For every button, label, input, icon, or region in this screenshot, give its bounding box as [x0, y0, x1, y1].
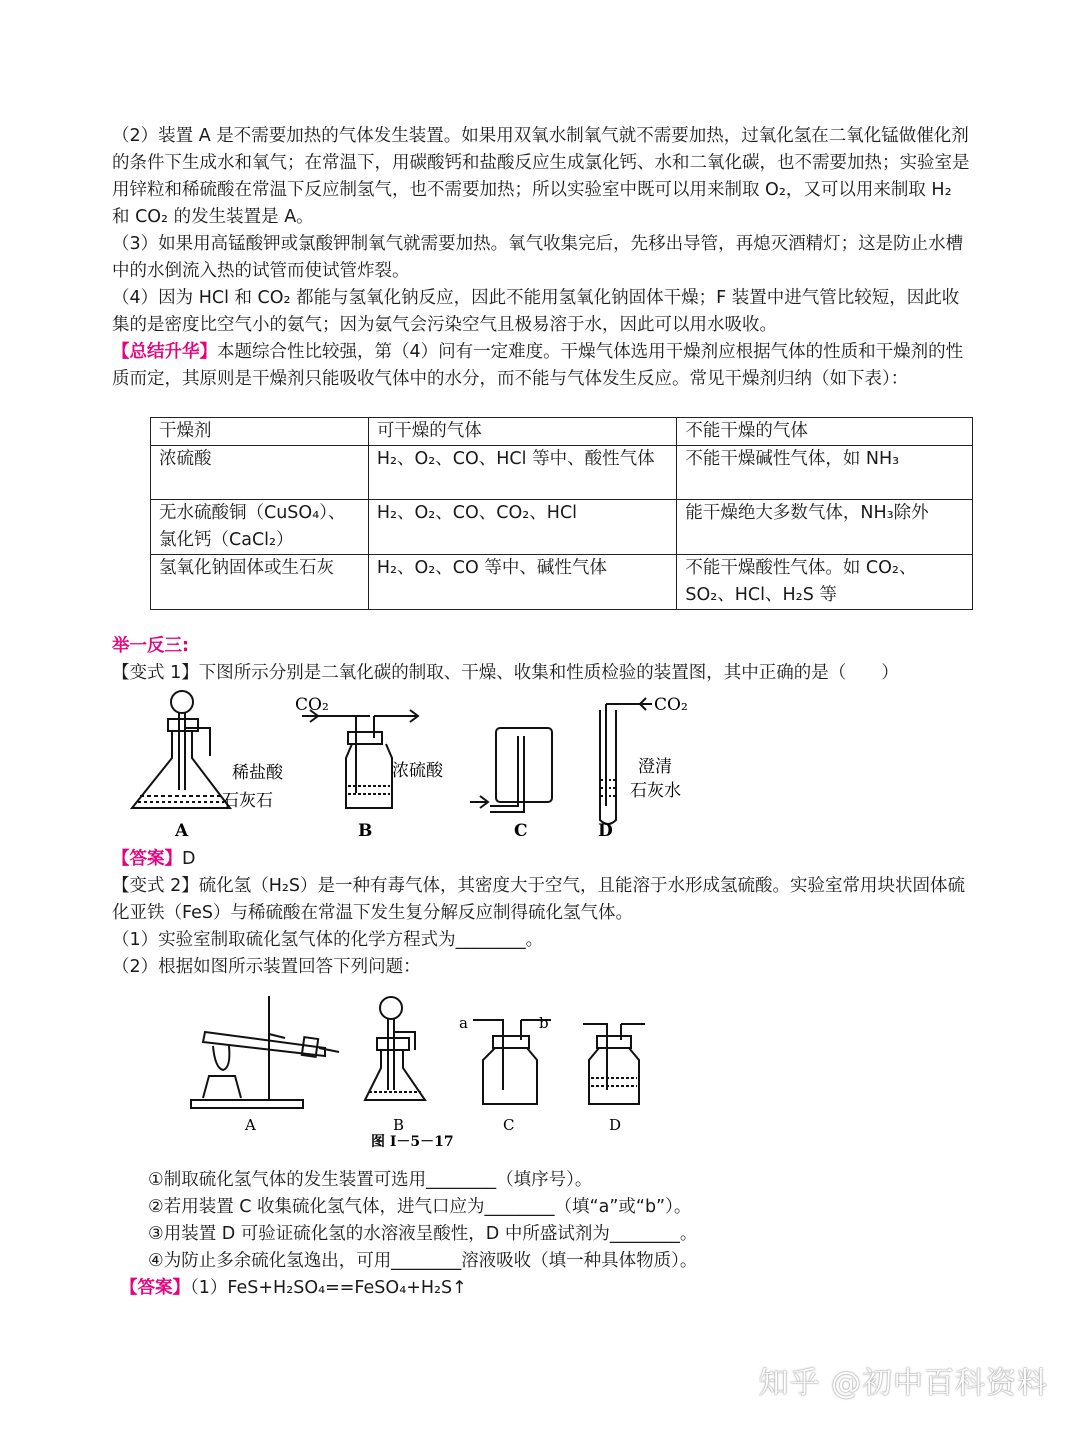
variant-1-question: 【变式 1】下图所示分别是二氧化碳的制取、干燥、收集和性质检验的装置图，其中正确的是（ ） [112, 663, 899, 683]
answer-1: 【答案】D [112, 849, 196, 869]
fig2-letter-c: C [503, 1116, 515, 1134]
fig1-co2-b: CO₂ [295, 695, 329, 715]
sub-question-2: ②若用装置 C 收集硫化氢气体，进气口应为________（填“a”或“b”）。 [148, 1197, 692, 1217]
table-cell: H₂、O₂、CO 等中、碱性气体 [368, 555, 677, 610]
table-cell: H₂、O₂、CO、HCl 等中、酸性气体 [368, 446, 677, 500]
fig2-letter-b: B [393, 1116, 405, 1134]
table-row [151, 446, 973, 500]
sub-question-3: ③用装置 D 可验证硫化氢的水溶液呈酸性，D 中所盛试剂为________。 [148, 1224, 698, 1244]
table-cell: 浓硫酸 [151, 446, 369, 500]
summary-paragraph [112, 339, 972, 393]
table-cell: 不能干燥酸性气体。如 CO₂、SO₂、HCl、H₂S 等 [677, 555, 973, 610]
h2s-apparatus-figure [185, 990, 665, 1150]
question-2: （2）根据如图所示装置回答下列问题： [112, 957, 421, 977]
fig1-label-limewater-2: 石灰水 [630, 781, 681, 801]
table-cell: H₂、O₂、CO、CO₂、HCl [368, 500, 677, 555]
answer-2: 【答案】（1）FeS+H₂SO₄==FeSO₄+H₂S↑ [120, 1278, 467, 1298]
fig1-label-limewater-1: 澄清 [638, 757, 672, 777]
fig1-letter-b: B [358, 821, 373, 841]
summary-text: 本题综合性比较强，第（4）问有一定难度。干燥气体选用干燥剂应根据气体的性质和干燥剂的性质而定，其原则是干燥剂只能吸收气体中的水分，而不能与气体发生反应。常见干燥剂归纳（如下表）： [112, 342, 964, 389]
fig1-co2-d: CO₂ [654, 695, 688, 715]
table-cell: 能干燥绝大多数气体，NH₃除外 [677, 500, 973, 555]
fig1-letter-a: A [175, 821, 189, 841]
co2-apparatus-figure [120, 688, 720, 843]
sub-question-1: ①制取硫化氢气体的发生装置可选用________（填序号）。 [148, 1170, 593, 1190]
table-header-cell: 可干燥的气体 [368, 418, 677, 446]
paragraph-3: （3）如果用高锰酸钾或氯酸钾制氧气就需要加热。氧气收集完后，先移出导管，再熄灭酒精灯；这是防止水槽中的水倒流入热的试管而使试管炸裂。 [112, 234, 964, 281]
table-header-cell: 干燥剂 [151, 418, 369, 446]
table-row [151, 500, 973, 555]
paragraph-2: （2）装置 A 是不需要加热的气体发生装置。如果用双氧水制氧气就不需要加热，过氧化氢在二氧化锰做催化剂的条件下生成水和氧气；在常温下，用碳酸钙和盐酸反应生成氯化钙、水和二氧化碳，也不需要加热；实验室是用锌粒和稀硫酸在常温下反应制氢气，也不需要加热；所以实验室中既可以用来制取 O₂，又可以用来制取 H₂ 和 CO₂ 的发生装置是 A。 [112, 126, 970, 227]
table-header-cell: 不能干燥的气体 [677, 418, 973, 446]
fig2-letter-d: D [609, 1116, 622, 1134]
fig2-port-b: b [539, 1014, 549, 1032]
desiccant-table [150, 417, 973, 610]
paragraph-4: （4）因为 HCl 和 CO₂ 都能与氢氧化钠反应，因此不能用氢氧化钠固体干燥；F 装置中进气管比较短，因此收集的是密度比空气小的氨气；因为氨气会污染空气且极易溶于水，因此可以用水吸收。 [112, 288, 960, 335]
watermark: 知乎 @初中百科资料 [758, 1366, 1048, 1401]
question-1: （1）实验室制取硫化氢气体的化学方程式为________。 [112, 930, 544, 950]
fig1-letter-c: C [514, 821, 528, 841]
section-title: 举一反三: [112, 636, 189, 656]
fig1-label-acid: 稀盐酸 [232, 763, 283, 783]
table-row [151, 555, 973, 610]
fig1-label-lime: 石灰石 [222, 791, 273, 811]
table-header-row [151, 418, 973, 446]
variant-2-question: 【变式 2】硫化氢（H₂S）是一种有毒气体，其密度大于空气，且能溶于水形成氢硫酸。实验室常用块状固体硫化亚铁（FeS）与稀硫酸在常温下发生复分解反应制得硫化氢气体。 [112, 876, 965, 923]
fig2-letter-a: A [245, 1116, 256, 1134]
fig2-port-a: a [459, 1014, 468, 1032]
fig2-caption: 图 Ⅰ－5－17 [371, 1134, 454, 1150]
fig1-letter-d: D [598, 821, 613, 841]
table-cell: 不能干燥碱性气体，如 NH₃ [677, 446, 973, 500]
table-cell: 无水硫酸铜（CuSO₄）、氯化钙（CaCl₂） [151, 500, 369, 555]
fig1-label-h2so4: 浓硫酸 [392, 761, 443, 781]
sub-question-4: ④为防止多余硫化氢逸出，可用________溶液吸收（填一种具体物质）。 [148, 1251, 698, 1271]
table-cell: 氢氧化钠固体或生石灰 [151, 555, 369, 610]
summary-label: 【总结升华】 [112, 342, 217, 362]
